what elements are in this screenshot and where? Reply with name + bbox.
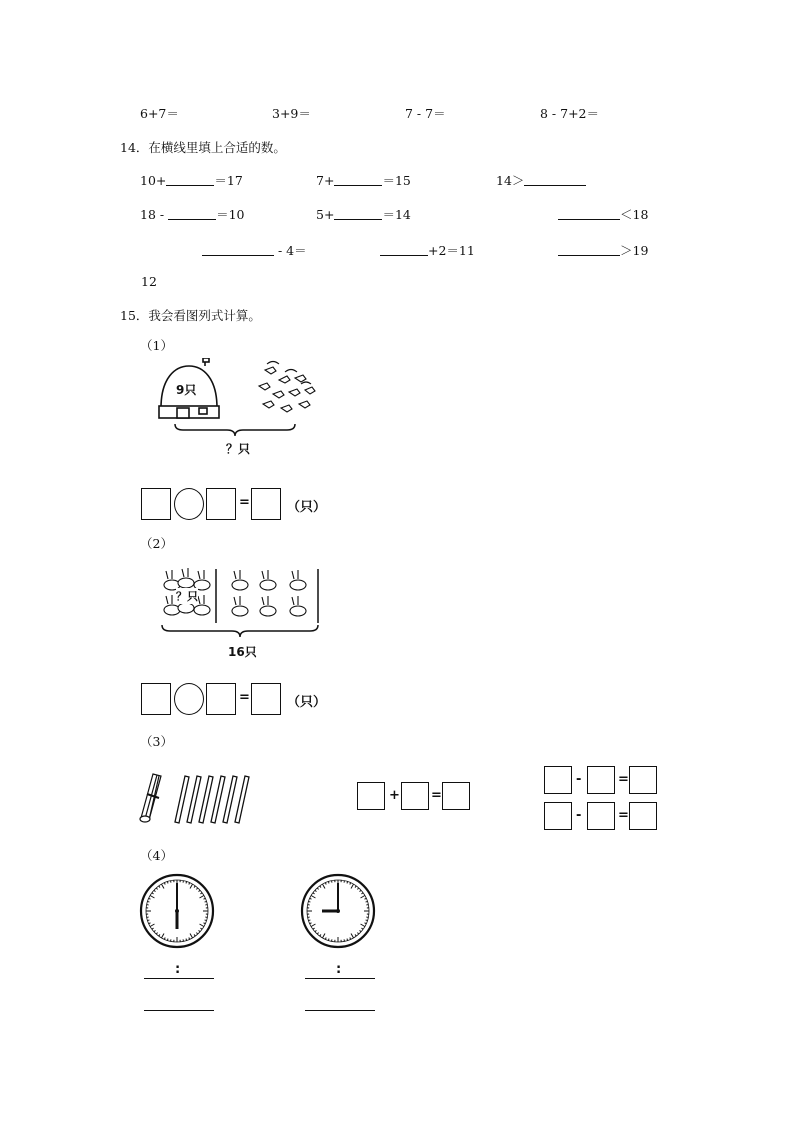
hidden-count-label: ？只 [176, 590, 198, 603]
answer-box[interactable] [544, 802, 572, 830]
fill-3-3: ＞19 [558, 243, 648, 259]
time-colon: : [336, 962, 342, 977]
calc-2: 3+9＝ [272, 106, 311, 121]
total-question-label: ？只 [226, 442, 251, 456]
operator-circle[interactable] [174, 683, 204, 715]
answer-box[interactable] [357, 782, 385, 810]
equals-sign: = [239, 495, 250, 510]
clock-tick [309, 901, 311, 902]
fill-3-1-wrap: 12 [141, 274, 157, 289]
answer-box[interactable] [206, 488, 236, 520]
equals-sign: = [618, 808, 629, 823]
answer-box[interactable] [544, 766, 572, 794]
answer-box[interactable] [251, 683, 281, 715]
fill-1-1: 10+ ＝17 [140, 173, 243, 188]
fill-3-1: - 4＝ [202, 243, 307, 259]
answer-box[interactable] [206, 683, 236, 715]
answer-box[interactable] [141, 488, 171, 520]
clock-tick [347, 939, 348, 941]
birds-icon [259, 362, 315, 413]
answer-blank[interactable] [168, 207, 216, 220]
clock-nine-icon [300, 873, 376, 949]
fill-1-2: 7+ ＝15 [316, 173, 411, 188]
question-15-title: 15．我会看图列式计算。 [120, 308, 261, 323]
time-answer-line[interactable] [144, 978, 214, 979]
answer-box[interactable] [141, 683, 171, 715]
answer-box[interactable] [442, 782, 470, 810]
clock-tick [205, 920, 207, 921]
part-1-label: （1） [140, 338, 173, 353]
fill-2-2: 5+ ＝14 [316, 207, 411, 222]
clock-tick [366, 901, 368, 902]
part-2-label: （2） [140, 536, 173, 551]
clock-tick [167, 882, 168, 884]
stick-bundle-icon [140, 774, 161, 822]
clock-tick [347, 882, 348, 884]
clock-tick [148, 920, 150, 921]
clock-six-icon [139, 873, 215, 949]
unit-label: （只） [287, 500, 327, 515]
clock-tick [148, 901, 150, 902]
total-count-label: 16只 [228, 645, 257, 659]
clock-tick [186, 939, 187, 941]
time-answer-line[interactable] [305, 978, 375, 979]
fill-2-1: 18 - ＝10 [140, 207, 245, 222]
brace-shape [175, 424, 295, 436]
fill-3-2: +2＝11 [380, 243, 475, 259]
clock-tick [205, 901, 207, 902]
answer-box[interactable] [629, 802, 657, 830]
time-word-line[interactable] [305, 1010, 375, 1011]
clock-tick [186, 882, 187, 884]
rabbits-illustration [160, 565, 325, 645]
clock-tick [328, 882, 329, 884]
minus-sign: - [576, 808, 582, 823]
answer-blank[interactable] [334, 207, 382, 220]
clock-tick [328, 939, 329, 941]
answer-box[interactable] [629, 766, 657, 794]
answer-box[interactable] [587, 802, 615, 830]
answer-box[interactable] [251, 488, 281, 520]
clock-tick [366, 920, 368, 921]
sticks-illustration [135, 768, 255, 828]
answer-blank[interactable] [558, 243, 620, 256]
answer-blank[interactable] [202, 243, 274, 256]
unit-label: （只） [287, 695, 327, 710]
answer-box[interactable] [401, 782, 429, 810]
house-count-label: 9只 [176, 383, 197, 397]
operator-circle[interactable] [174, 488, 204, 520]
answer-box[interactable] [587, 766, 615, 794]
part-3-label: （3） [140, 734, 173, 749]
equals-sign: = [618, 772, 629, 787]
question-14-title: 14．在横线里填上合适的数。 [120, 140, 286, 155]
answer-blank[interactable] [524, 173, 586, 186]
clock-tick [309, 920, 311, 921]
part-4-label: （4） [140, 848, 173, 863]
fill-2-3: ＜18 [558, 207, 648, 223]
plus-sign: + [389, 788, 400, 803]
answer-blank[interactable] [334, 173, 382, 186]
answer-blank[interactable] [166, 173, 214, 186]
clock-tick [167, 939, 168, 941]
single-stick-icon [175, 776, 249, 823]
answer-blank[interactable] [380, 243, 428, 256]
equals-sign: = [239, 690, 250, 705]
time-word-line[interactable] [144, 1010, 214, 1011]
calc-3: 7 - 7＝ [405, 106, 446, 121]
minus-sign: - [576, 772, 582, 787]
time-colon: : [175, 962, 181, 977]
equals-sign: = [431, 788, 442, 803]
calc-1: 6+7＝ [140, 106, 179, 121]
brace-shape [162, 625, 318, 637]
calc-4: 8 - 7+2＝ [540, 106, 600, 121]
answer-blank[interactable] [558, 207, 620, 220]
fill-1-3: 14＞ [496, 173, 586, 189]
